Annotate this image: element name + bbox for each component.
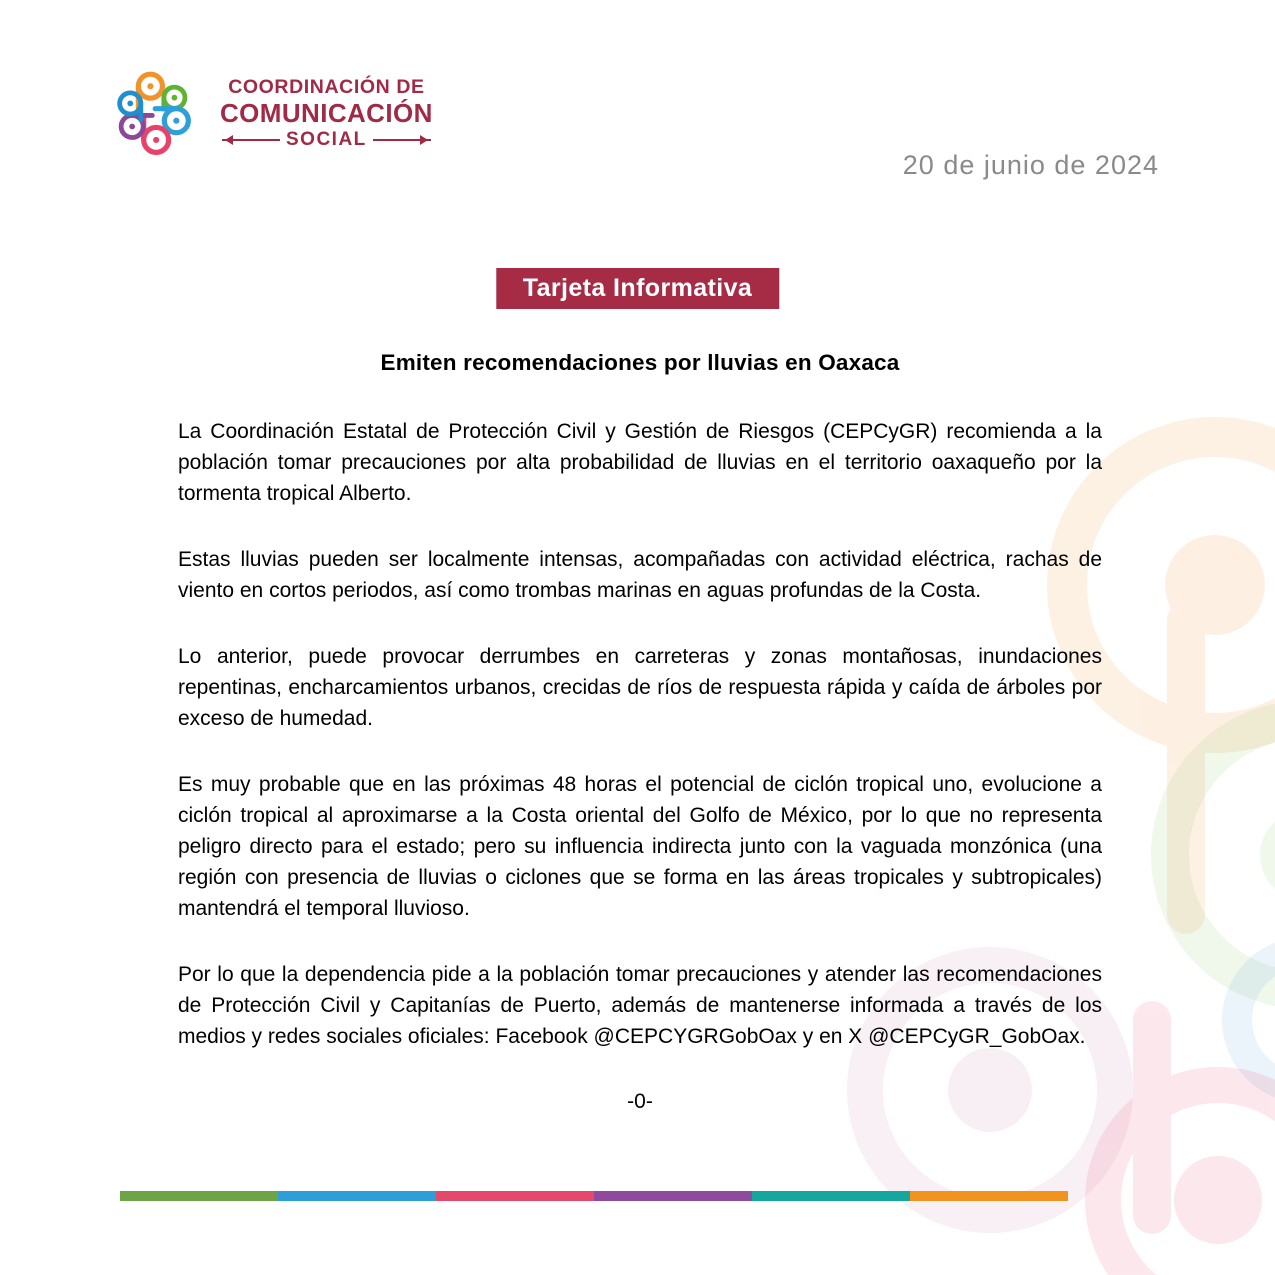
bar-segment-green [120, 1191, 278, 1201]
logo-text [220, 77, 433, 150]
paragraph-3: Lo anterior, puede provocar derrumbes en carreteras y zonas montañosas, inundaciones repentinas, encharcamientos urbanos, crecidas de ríos de respuesta rápida y caída de árboles por exceso de humedad. [178, 645, 1102, 730]
end-mark: -0- [627, 1090, 653, 1113]
logo [112, 64, 433, 164]
footer-color-bar [120, 1191, 1068, 1201]
document-body [178, 350, 1102, 1114]
logo-icon [112, 64, 208, 164]
bar-segment-purple [594, 1191, 752, 1201]
bar-segment-teal [752, 1191, 910, 1201]
bar-segment-pink [436, 1191, 594, 1201]
logo-line3: SOCIAL [286, 129, 367, 151]
paragraph-1: La Coordinación Estatal de Protección Civil y Gestión de Riesgos (CEPCyGR) recomienda a la población tomar precauciones por alta probabilidad de lluvias en el territorio oaxaqueño por la tormenta tropical Alberto. [178, 420, 1102, 505]
logo-line2: COMUNICACIÓN [220, 98, 433, 129]
left-arrow-icon [222, 139, 280, 141]
paragraph-5: Por lo que la dependencia pide a la población tomar precauciones y atender las recomendaciones de Protección Civil y Capitanías de Puerto, además de mantenerse informada a través de los medios y redes sociales oficiales: Facebook @CEPCYGRGobOax y en X @CEPCyGR_GobOax. [178, 963, 1102, 1048]
bar-segment-blue [278, 1191, 436, 1201]
bar-segment-orange [910, 1191, 1068, 1201]
logo-line1: COORDINACIÓN DE [228, 76, 425, 99]
paragraph-2: Estas lluvias pueden ser localmente intensas, acompañadas con actividad eléctrica, rachas de viento en cortos periodos, así como trombas marinas en aguas profundas de la Costa. [178, 548, 1102, 602]
paragraph-4: Es muy probable que en las próximas 48 horas el potencial de ciclón tropical uno, evolucione a ciclón tropical al aproximarse a la Costa oriental del Golfo de México, por lo que no representa peligro directo para el estado; pero su influencia indirecta junto con la vaguada monzónica (una región con presencia de lluvias o ciclones que se forma en las áreas tropicales y subtropicales) mantendrá el temporal lluvioso. [178, 773, 1102, 920]
document-title: Emiten recomendaciones por lluvias en Oaxaca [380, 350, 900, 375]
document-date: 20 de junio de 2024 [902, 150, 1159, 180]
right-arrow-icon [373, 139, 431, 141]
banner: Tarjeta Informativa [496, 268, 779, 309]
